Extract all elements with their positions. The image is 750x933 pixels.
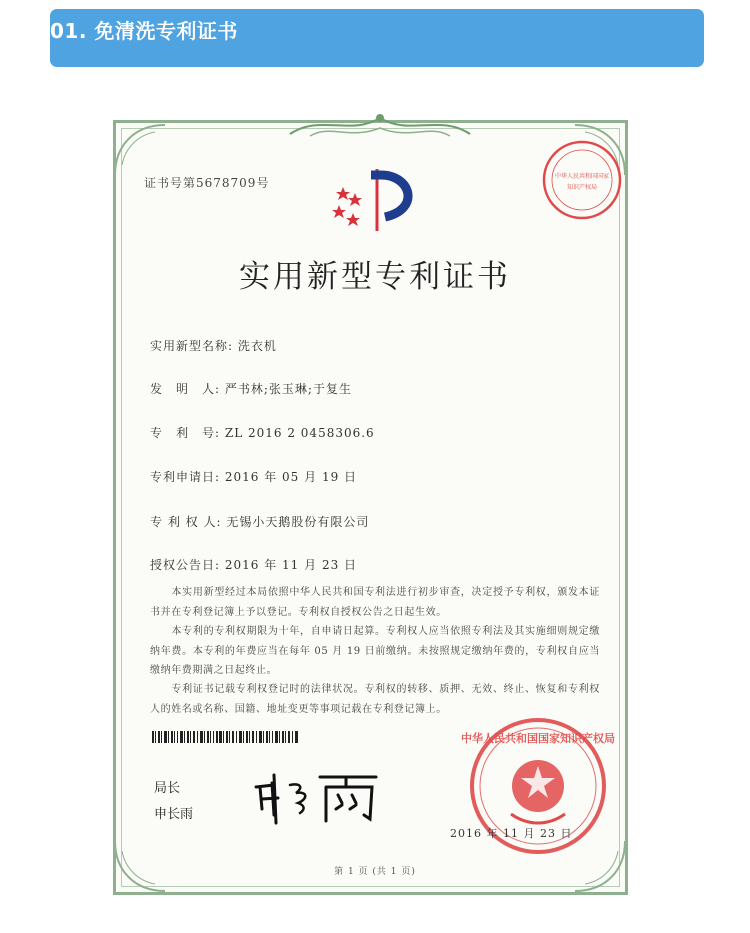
- signatory-name: 申长雨: [154, 807, 194, 822]
- field-value: 洗衣机: [237, 339, 277, 353]
- corner-ornament-icon: [110, 120, 170, 180]
- field-label: 授权公告日:: [150, 558, 221, 572]
- field-label: 专利申请日:: [150, 470, 221, 484]
- field-inventors: [150, 380, 352, 397]
- field-label: 专 利 权 人:: [150, 515, 222, 529]
- certificate-paragraph: 本实用新型经过本局依照中华人民共和国专利法进行初步审查，决定授予专利权，颁发本证书并在专利登记簿上予以登记。专利权自授权公告之日起生效。: [150, 587, 600, 618]
- handwritten-signature-icon: [248, 765, 388, 825]
- top-seal-text: 中华人民共和国国家知识产权局: [554, 173, 609, 191]
- certificate-paragraph: 专利证书记载专利权登记时的法律状况。专利权的转移、质押、无效、终止、恢复和专利权人的姓名或名称、国籍、地址变更等事项记载在专利登记簿上。: [150, 684, 600, 715]
- field-value: ZL 2016 2 0458306.6: [224, 426, 375, 440]
- field-label: 实用新型名称:: [150, 339, 234, 353]
- field-value: 2016 年 05 月 19 日: [224, 470, 358, 484]
- section-title: 01. 免清洗专利证书: [50, 19, 238, 43]
- svg-text:中华人民共和国国家知识产权局: 中华人民共和国国家知识产权局: [461, 732, 615, 745]
- issue-date: 2016 年 11 月 23 日: [450, 827, 573, 840]
- field-utility-name: [150, 337, 277, 354]
- field-value: 严书林;张玉琳;于复生: [224, 382, 352, 396]
- signatory-title: 局长: [154, 781, 181, 796]
- barcode-icon: [152, 731, 299, 743]
- field-application-date: [150, 468, 357, 485]
- field-label: 发 明 人:: [150, 382, 221, 396]
- patent-office-logo-icon: [325, 165, 425, 235]
- field-patentee: [150, 513, 369, 530]
- field-value: 无锡小天鹅股份有限公司: [226, 515, 370, 529]
- field-grant-date: [150, 556, 357, 573]
- page-number: 第 1 页 (共 1 页): [334, 867, 416, 877]
- field-label: 专 利 号:: [150, 426, 221, 440]
- certificate-paragraph: 本专利的专利权期限为十年，自申请日起算。专利权人应当依照专利法及其实施细则规定缴纳年费。本专利的年费应当在每年 05 月 19 日前缴纳。未按照规定缴纳年费的，专利权自应当缴纳年费期满之日起终止。: [150, 626, 600, 676]
- field-patent-number: [150, 424, 375, 441]
- certificate-number: 证书号第5678709号: [144, 176, 270, 190]
- corner-ornament-icon: [110, 836, 170, 896]
- top-ornament-icon: [280, 106, 480, 142]
- certificate-title: 实用新型专利证书: [239, 259, 511, 295]
- field-value: 2016 年 11 月 23 日: [224, 558, 358, 572]
